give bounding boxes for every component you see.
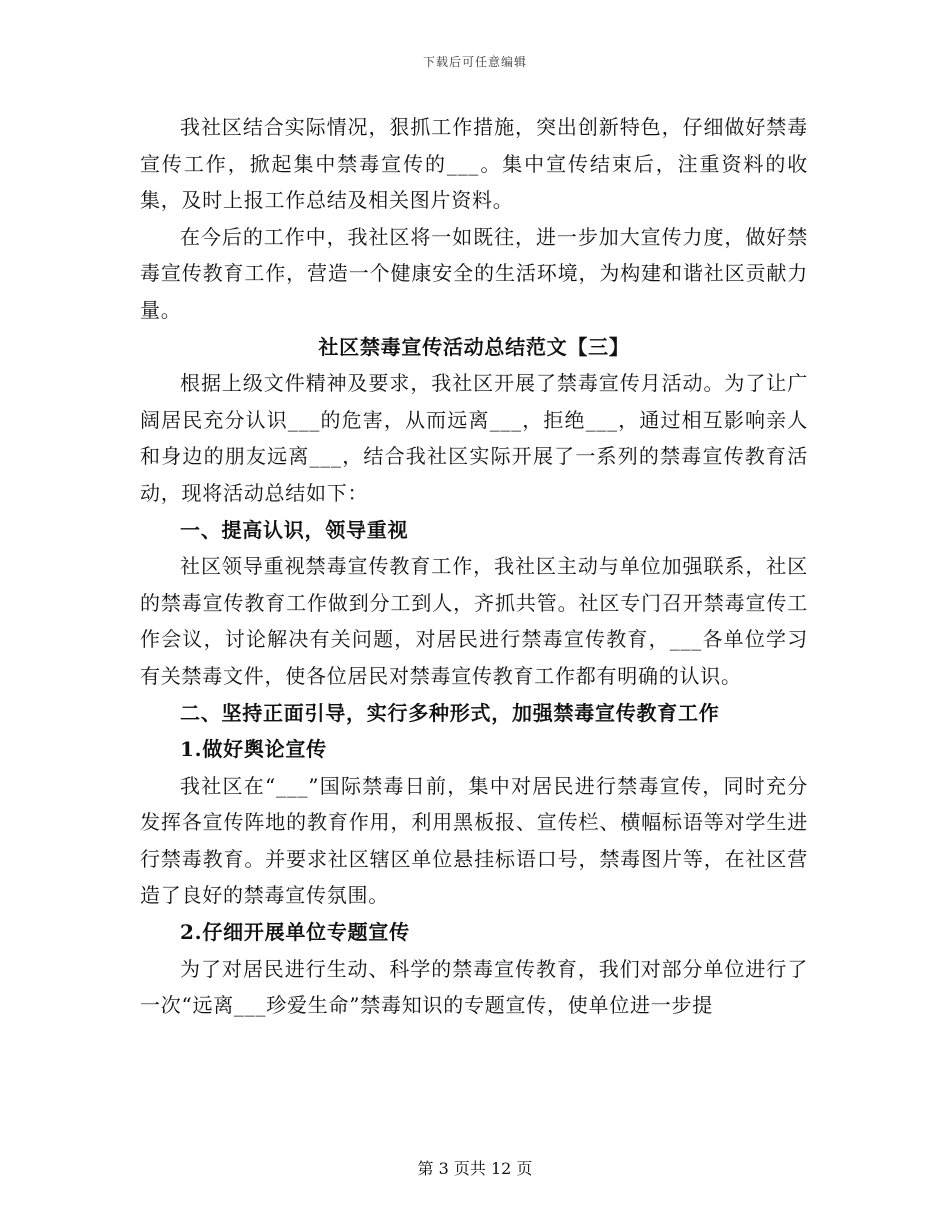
document-body (140, 109, 808, 1024)
paragraph: 社区领导重视禁毒宣传教育工作，我社区主动与单位加强联系，社区的禁毒宣传教育工作做到分工到人，齐抓共管。社区专门召开禁毒宣传工作会议，讨论解决有关问题，对居民进行禁毒宣传教育，___各单位学习有关禁毒文件，使各位居民对禁毒宣传教育工作都有明确的认识。 (140, 554, 808, 688)
section-heading: 二、坚持正面引导，实行多种形式，加强禁毒宣传教育工作 (180, 700, 720, 725)
paragraph: 我社区在“___”国际禁毒日前，集中对居民进行禁毒宣传，同时充分发挥各宣传阵地的教育作用，利用黑板报、宣传栏、横幅标语等对学生进行禁毒教育。并要求社区辖区单位悬挂标语口号，禁毒图片等，在社区营造了良好的禁毒宣传氛围。 (140, 773, 808, 908)
section-heading: 一、提高认识，领导重视 (180, 517, 409, 542)
header-note: 下载后可任意编辑 (422, 55, 527, 69)
subsection-heading: 1.做好舆论宣传 (180, 737, 327, 762)
paragraph: 在今后的工作中，我社区将一如既往，进一步加大宣传力度，做好禁毒宣传教育工作，营造一个健康安全的生活环境，为构建和谐社区贡献力量。 (140, 224, 808, 322)
page-number: 第 3 页共 12 页 (417, 1159, 533, 1178)
paragraph: 我社区结合实际情况，狠抓工作措施，突出创新特色，仔细做好禁毒宣传工作，掀起集中禁毒宣传的___。集中宣传结束后，注重资料的收集，及时上报工作总结及相关图片资料。 (140, 115, 808, 213)
section-title: 社区禁毒宣传活动总结范文【三】 (318, 334, 630, 359)
paragraph: 为了对居民进行生动、科学的禁毒宣传教育，我们对部分单位进行了一次“远离___珍爱生命”禁毒知识的专题宣传，使单位进一步提 (140, 956, 808, 1018)
subsection-heading: 2.仔细开展单位专题宣传 (180, 920, 410, 945)
paragraph: 根据上级文件精神及要求，我社区开展了禁毒宣传月活动。为了让广阔居民充分认识___的危害，从而远离___，拒绝___，通过相互影响亲人和身边的朋友远离___，结合我社区实际开展了一系列的禁毒宣传教育活动，现将活动总结如下： (140, 371, 808, 505)
